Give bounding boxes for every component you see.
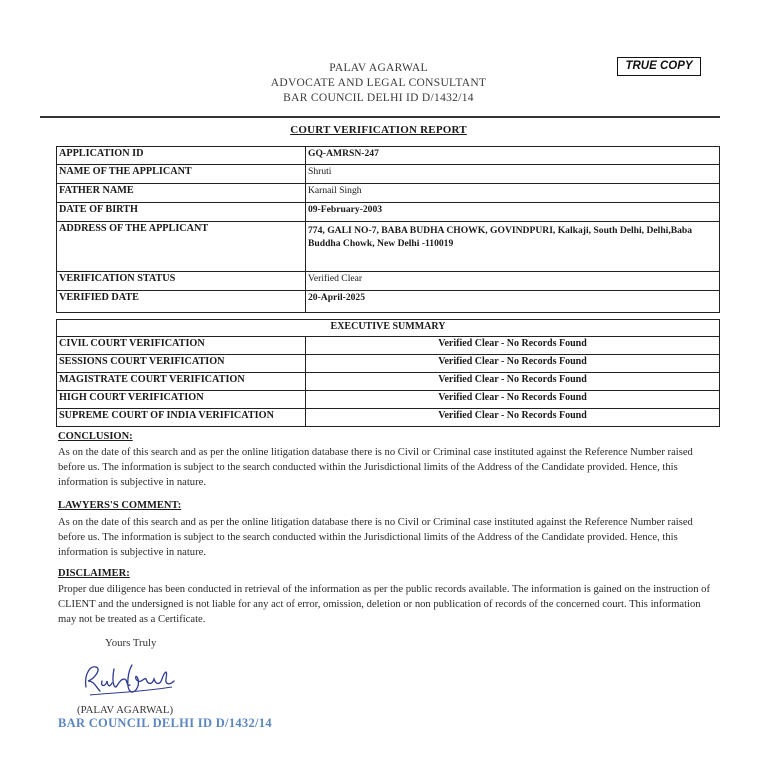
detail-value: Shruti bbox=[306, 165, 720, 184]
court-label: MAGISTRATE COURT VERIFICATION bbox=[57, 373, 306, 391]
table-row bbox=[57, 184, 720, 203]
detail-value: 20-April-2025 bbox=[306, 291, 720, 313]
detail-label: APPLICATION ID bbox=[57, 147, 306, 165]
disclaimer-heading: DISCLAIMER: bbox=[58, 568, 130, 579]
table-row bbox=[57, 165, 720, 184]
court-label: CIVIL COURT VERIFICATION bbox=[57, 337, 306, 355]
table-row bbox=[57, 203, 720, 222]
conclusion-heading: CONCLUSION: bbox=[58, 431, 133, 442]
detail-label: NAME OF THE APPLICANT bbox=[57, 165, 306, 184]
advocate-title: ADVOCATE AND LEGAL CONSULTANT bbox=[270, 77, 487, 89]
signatory-name: (PALAV AGARWAL) bbox=[77, 704, 174, 716]
bar-council-id: BAR COUNCIL DELHI ID D/1432/14 bbox=[283, 92, 474, 104]
table-row bbox=[57, 355, 720, 373]
signature-graphic bbox=[80, 657, 180, 701]
header-divider bbox=[40, 116, 720, 118]
table-row bbox=[57, 222, 720, 272]
court-status: Verified Clear - No Records Found bbox=[306, 373, 720, 391]
applicant-details-table bbox=[56, 146, 720, 313]
signature bbox=[80, 657, 180, 706]
signatory-bar-id: BAR COUNCIL DELHI ID D/1432/14 bbox=[58, 716, 272, 730]
court-label: HIGH COURT VERIFICATION bbox=[57, 391, 306, 409]
table-row bbox=[57, 373, 720, 391]
advocate-name: PALAV AGARWAL bbox=[329, 62, 428, 74]
report-title: COURT VERIFICATION REPORT bbox=[290, 124, 467, 136]
closing-text: Yours Truly bbox=[105, 637, 157, 649]
detail-label: FATHER NAME bbox=[57, 184, 306, 203]
detail-label: VERIFIED DATE bbox=[57, 291, 306, 313]
detail-label: DATE OF BIRTH bbox=[57, 203, 306, 222]
court-status: Verified Clear - No Records Found bbox=[306, 409, 720, 427]
disclaimer-text: Proper due diligence has been conducted in retrieval of the information as per the public records available. The information is gained on the instruction of CLIENT and the undersigned is not liable for any act of error, omission, deletion or non publication of records of the concerned court. This information may not be treated as a Certificate. bbox=[58, 584, 710, 625]
court-status: Verified Clear - No Records Found bbox=[306, 337, 720, 355]
detail-value: Verified Clear bbox=[306, 272, 720, 291]
lawyers-comment-heading: LAWYERS'S COMMENT: bbox=[58, 500, 182, 511]
lawyers-comment-text: As on the date of this search and as per the online litigation database there is no Civil or Criminal case instituted against the Reference Number raised before us. The information is subject to the search conducted within the Jurisdictional limits of the Address of the Candidate provided. Hence, this information is subjective in nature. bbox=[58, 517, 693, 558]
table-row bbox=[57, 147, 720, 165]
detail-value: 774, GALI NO-7, BABA BUDHA CHOWK, GOVINDPURI, Kalkaji, South Delhi, Delhi,Baba Buddha Chowk, New Delhi -110019 bbox=[306, 222, 720, 272]
conclusion-text: As on the date of this search and as per the online litigation database there is no Civil or Criminal case instituted against the Reference Number raised before us. The information is subject to the search conducted within the Jurisdictional limits of the Address of the Candidate provided. Hence, this information is subjective in nature. bbox=[58, 447, 693, 488]
true-copy-stamp: TRUE COPY bbox=[617, 57, 701, 76]
detail-value: Karnail Singh bbox=[306, 184, 720, 203]
table-header-row bbox=[57, 320, 720, 337]
court-status: Verified Clear - No Records Found bbox=[306, 355, 720, 373]
table-row bbox=[57, 409, 720, 427]
executive-summary-title: EXECUTIVE SUMMARY bbox=[57, 320, 720, 337]
court-label: SUPREME COURT OF INDIA VERIFICATION bbox=[57, 409, 306, 427]
table-row bbox=[57, 291, 720, 313]
table-row bbox=[57, 272, 720, 291]
court-status: Verified Clear - No Records Found bbox=[306, 391, 720, 409]
detail-label: ADDRESS OF THE APPLICANT bbox=[57, 222, 306, 272]
table-row bbox=[57, 337, 720, 355]
court-label: SESSIONS COURT VERIFICATION bbox=[57, 355, 306, 373]
table-row bbox=[57, 391, 720, 409]
detail-label: VERIFICATION STATUS bbox=[57, 272, 306, 291]
executive-summary-table bbox=[56, 319, 720, 427]
detail-value: 09-February-2003 bbox=[306, 203, 720, 222]
detail-value: GQ-AMRSN-247 bbox=[306, 147, 720, 165]
